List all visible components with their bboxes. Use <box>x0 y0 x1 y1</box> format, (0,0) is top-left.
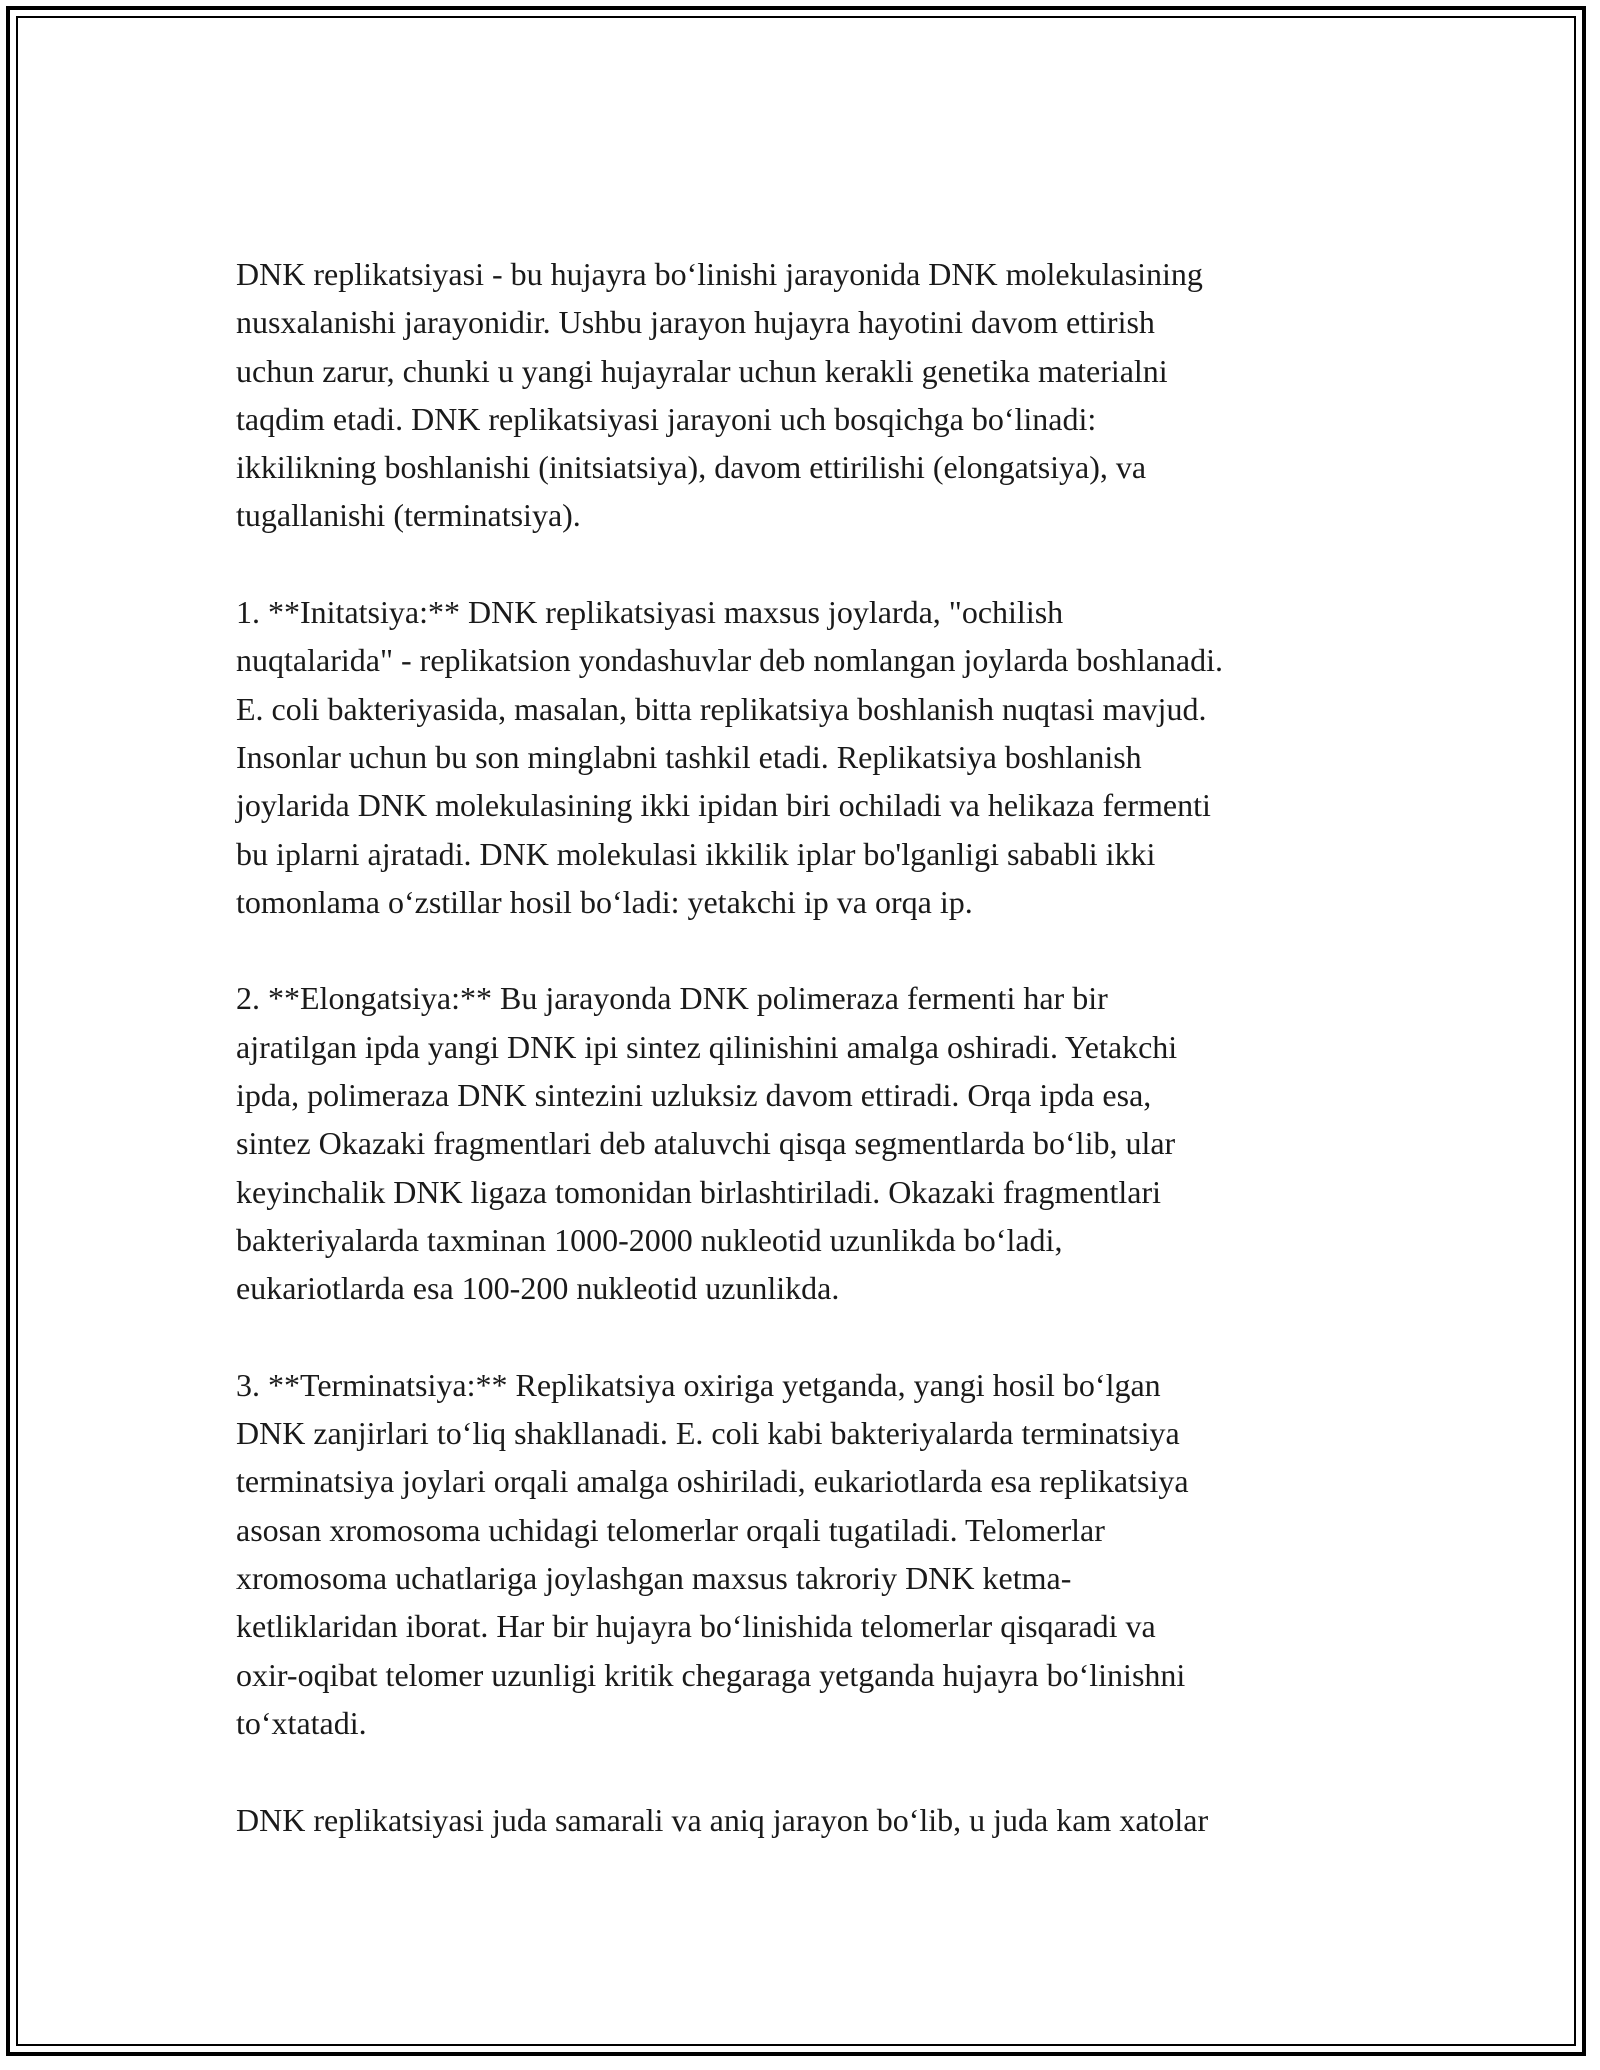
text-line: eukariotlarda esa 100-200 nukleotid uzunlikda. <box>236 1270 840 1307</box>
text-line: bakteriyalarda taxminan 1000-2000 nukleotid uzunlikda bo‘ladi, <box>236 1221 1063 1258</box>
paragraph-intro <box>236 250 1386 540</box>
text-line: oxir-oqibat telomer uzunligi kritik chegaraga yetganda hujayra bo‘linishni <box>236 1656 1186 1693</box>
text-line: DNK zanjirlari to‘liq shakllanadi. E. coli kabi bakteriyalarda terminatsiya <box>236 1415 1180 1452</box>
text-line: ikkilikning boshlanishi (initsiatsiya), davom ettirilishi (elongatsiya), va <box>236 449 1147 486</box>
text-line: ajratilgan ipda yangi DNK ipi sintez qilinishini amalga oshiradi. Yetakchi <box>236 1028 1178 1065</box>
text-line: keyinchalik DNK ligaza tomonidan birlashtiriladi. Okazaki fragmentlari <box>236 1173 1162 1210</box>
text-line: nuqtalarida" - replikatsion yondashuvlar deb nomlangan joylarda boshlanadi. <box>236 642 1224 679</box>
paragraph-gap <box>236 1313 1386 1361</box>
text-line: sintez Okazaki fragmentlari deb ataluvchi qisqa segmentlarda bo‘lib, ular <box>236 1125 1176 1162</box>
text-line: to‘xtatadi. <box>236 1704 367 1741</box>
text-line: terminatsiya joylari orqali amalga oshiriladi, eukariotlarda esa replikatsiya <box>236 1463 1189 1500</box>
text-line: Insonlar uchun bu son minglabni tashkil etadi. Replikatsiya boshlanish <box>236 738 1142 775</box>
text-line: uchun zarur, chunki u yangi hujayralar uchun kerakli genetika materialni <box>236 352 1168 389</box>
text-line: ipda, polimeraza DNK sintezini uzluksiz davom ettiradi. Orqa ipda esa, <box>236 1077 1152 1114</box>
text-line: bu iplarni ajratadi. DNK molekulasi ikkilik iplar bo'lganligi sababli ikki <box>236 835 1156 872</box>
paragraph-gap <box>236 926 1386 974</box>
document-body <box>236 250 1386 1844</box>
text-line: xromosoma uchatlariga joylashgan maxsus takroriy DNK ketma- <box>236 1560 1072 1597</box>
text-line: 2. **Elongatsiya:** Bu jarayonda DNK polimeraza fermenti har bir <box>236 980 1108 1017</box>
text-line: tugallanishi (terminatsiya). <box>236 497 581 534</box>
text-line: DNK replikatsiyasi juda samarali va aniq jarayon bo‘lib, u juda kam xatolar <box>236 1801 1209 1838</box>
paragraph-termination <box>236 1361 1386 1747</box>
text-line: taqdim etadi. DNK replikatsiyasi jarayoni uch bosqichga bo‘linadi: <box>236 400 1097 437</box>
text-line: tomonlama o‘zstillar hosil bo‘ladi: yetakchi ip va orqa ip. <box>236 883 973 920</box>
text-line: E. coli bakteriyasida, masalan, bitta replikatsiya boshlanish nuqtasi mavjud. <box>236 690 1207 727</box>
paragraph-initiation <box>236 588 1386 926</box>
text-line: DNK replikatsiyasi - bu hujayra bo‘linishi jarayonida DNK molekulasining <box>236 256 1203 292</box>
paragraph-conclusion <box>236 1796 1386 1844</box>
text-line: ketliklaridan iborat. Har bir hujayra bo‘linishida telomerlar qisqaradi va <box>236 1608 1156 1645</box>
text-line: 3. **Terminatsiya:** Replikatsiya oxiriga yetganda, yangi hosil bo‘lgan <box>236 1366 1161 1403</box>
paragraph-gap <box>236 1747 1386 1795</box>
paragraph-gap <box>236 540 1386 588</box>
text-line: asosan xromosoma uchidagi telomerlar orqali tugatiladi. Telomerlar <box>236 1511 1105 1548</box>
text-line: nusxalanishi jarayonidir. Ushbu jarayon hujayra hayotini davom ettirish <box>236 304 1155 341</box>
text-line: joylarida DNK molekulasining ikki ipidan biri ochiladi va helikaza fermenti <box>236 787 1211 824</box>
paragraph-elongation <box>236 974 1386 1312</box>
text-line: 1. **Initatsiya:** DNK replikatsiyasi maxsus joylarda, "ochilish <box>236 594 1064 631</box>
